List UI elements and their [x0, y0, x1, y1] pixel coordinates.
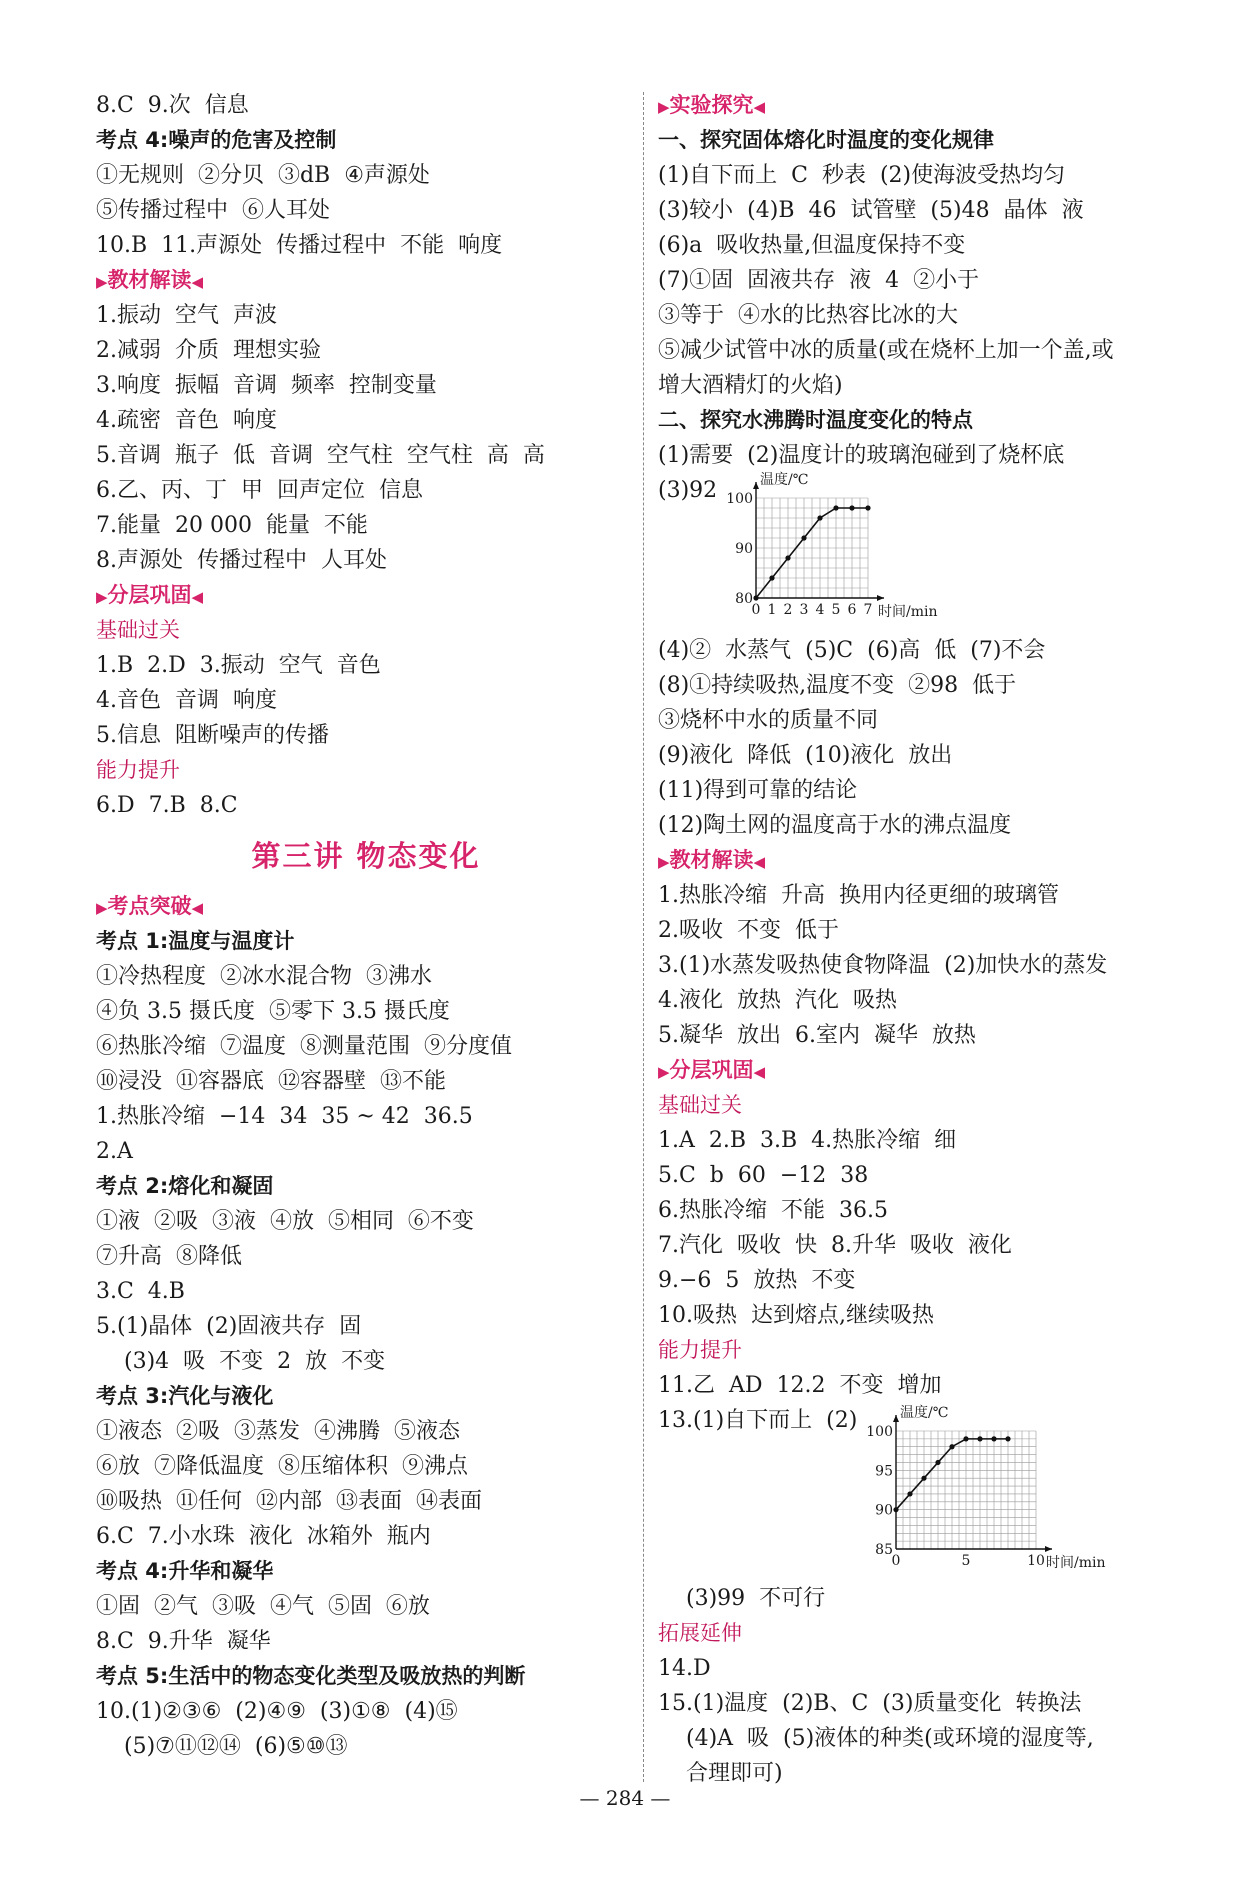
- answer-line: ⑩浸没 ⑪容器底 ⑫容器壁 ⑬不能: [96, 1069, 446, 1094]
- x-tick-label: 3: [799, 602, 809, 618]
- y-tick-label: 85: [875, 1542, 893, 1558]
- answer-line: ①液态 ②吸 ③蒸发 ④沸腾 ⑤液态: [96, 1419, 460, 1444]
- answer-line: 5.C b 60 −12 38: [658, 1163, 869, 1188]
- topic-heading: 二、探究水沸腾时温度变化的特点: [658, 408, 973, 432]
- right-part-a: [658, 88, 1198, 473]
- x-tick-label: 6: [847, 602, 857, 618]
- section-heading: ▶分层巩固◀: [96, 583, 204, 607]
- answer-line: (3)较小 (4)B 46 试管壁 (5)48 晶体 液: [658, 198, 1084, 223]
- subsection-heading: 基础过关: [96, 618, 180, 642]
- x-axis-arrow: [877, 595, 884, 601]
- answer-line: 1.B 2.D 3.振动 空气 音色: [96, 653, 381, 678]
- section-heading: ▶实验探究◀: [658, 93, 766, 117]
- data-point: [785, 555, 790, 560]
- answer-line: (12)陶土网的温度高于水的沸点温度: [658, 813, 1012, 838]
- answer-line: 6.C 7.小水珠 液化 冰箱外 瓶内: [96, 1524, 431, 1549]
- x-axis-label: 时间/min: [878, 604, 938, 620]
- answer-line: 10.B 11.声源处 传播过程中 不能 响度: [96, 233, 503, 258]
- chart-svg: [866, 1403, 1106, 1581]
- answer-line: 3.(1)水蒸发吸热使食物降温 (2)加快水的蒸发: [658, 953, 1108, 978]
- subsection-heading: 拓展延伸: [658, 1621, 742, 1645]
- x-tick-label: 7: [863, 602, 873, 618]
- data-point: [833, 505, 838, 510]
- answer-line: ③等于 ④水的比热容比冰的大: [658, 303, 958, 328]
- chart-label: 13.(1)自下而上 (2): [658, 1408, 858, 1433]
- chart-label: (3)92: [658, 478, 718, 503]
- topic-heading: 考点 4:升华和凝华: [96, 1559, 274, 1583]
- right-part-b: [658, 633, 1198, 1403]
- y-tick-label: 95: [875, 1463, 893, 1480]
- section-heading: ▶教材解读◀: [658, 848, 766, 872]
- y-tick-label: 90: [735, 541, 753, 557]
- answer-line: (5)⑦⑪⑫⑭ (6)⑤⑩⑬: [124, 1734, 348, 1759]
- answer-line: 5.信息 阻断噪声的传播: [96, 723, 329, 748]
- answer-line: 7.汽化 吸收 快 8.升华 吸收 液化: [658, 1233, 1012, 1258]
- answer-line: 6.热胀冷缩 不能 36.5: [658, 1198, 888, 1223]
- answer-line: 增大酒精灯的火焰): [658, 373, 843, 398]
- answer-line: (9)液化 降低 (10)液化 放出: [658, 743, 953, 768]
- x-tick-label: 10: [1027, 1553, 1045, 1569]
- section-heading: ▶考点突破◀: [96, 894, 204, 918]
- answer-line: ④负 3.5 摄氏度 ⑤零下 3.5 摄氏度: [96, 999, 450, 1024]
- data-point: [991, 1436, 996, 1441]
- answer-line: (4)A 吸 (5)液体的种类(或环境的湿度等,: [686, 1726, 1094, 1751]
- chart-question-13: [658, 1403, 1198, 1581]
- answer-line: (3)4 吸 不变 2 放 不变: [124, 1349, 386, 1374]
- topic-heading: 考点 2:熔化和凝固: [96, 1174, 274, 1198]
- y-axis-arrow: [893, 1415, 899, 1422]
- y-axis-label: 温度/℃: [900, 1405, 949, 1421]
- answer-line: 2.A: [96, 1139, 133, 1164]
- y-tick-label: 90: [875, 1502, 893, 1519]
- y-axis-arrow: [753, 482, 759, 489]
- subsection-heading: 能力提升: [96, 758, 180, 782]
- answer-line: ⑤减少试管中冰的质量(或在烧杯上加一个盖,或: [658, 338, 1114, 363]
- left-column: [96, 88, 636, 1764]
- answer-line: 2.吸收 不变 低于: [658, 918, 839, 943]
- data-point: [907, 1491, 912, 1496]
- x-tick-label: 5: [831, 602, 841, 618]
- data-point: [849, 505, 854, 510]
- answer-line: 6.乙、丙、丁 甲 回声定位 信息: [96, 478, 423, 503]
- topic-heading: 考点 3:汽化与液化: [96, 1384, 274, 1408]
- answer-line: (1)自下而上 C 秒表 (2)使海波受热均匀: [658, 163, 1066, 188]
- x-tick-label: 1: [767, 602, 777, 618]
- column-divider: [643, 92, 644, 1782]
- data-point: [817, 515, 822, 520]
- answer-line: 8.声源处 传播过程中 人耳处: [96, 548, 387, 573]
- answer-line: 14.D: [658, 1656, 711, 1681]
- data-point: [977, 1436, 982, 1441]
- chapter-title: 第三讲 物态变化: [251, 839, 481, 873]
- answer-line: 4.疏密 音色 响度: [96, 408, 277, 433]
- y-tick-label: 80: [735, 591, 753, 607]
- answer-line: 10.吸热 达到熔点,继续吸热: [658, 1303, 934, 1328]
- subsection-heading: 能力提升: [658, 1338, 742, 1362]
- answer-line: 5.凝华 放出 6.室内 凝华 放热: [658, 1023, 976, 1048]
- answer-line: ⑩吸热 ⑪任何 ⑫内部 ⑬表面 ⑭表面: [96, 1489, 482, 1514]
- answer-line: 6.D 7.B 8.C: [96, 793, 238, 818]
- answer-line: (7)①固 固液共存 液 4 ②小于: [658, 268, 980, 293]
- answer-line: 1.A 2.B 3.B 4.热胀冷缩 细: [658, 1128, 957, 1153]
- right-part-c: [658, 1581, 1198, 1791]
- answer-line: ①无规则 ②分贝 ③dB ④声源处: [96, 163, 430, 188]
- answer-line: (6)a 吸收热量,但温度保持不变: [658, 233, 966, 258]
- x-tick-label: 5: [961, 1553, 971, 1569]
- x-tick-label: 4: [815, 602, 825, 618]
- answer-line: 5.(1)晶体 (2)固液共存 固: [96, 1314, 362, 1339]
- answer-line: 合理即可): [686, 1761, 783, 1786]
- data-point: [801, 535, 806, 540]
- answer-line: 8.C 9.次 信息: [96, 93, 249, 118]
- right-column: [658, 88, 1198, 1791]
- answer-line: ⑥放 ⑦降低温度 ⑧压缩体积 ⑨沸点: [96, 1454, 468, 1479]
- answer-line: ③烧杯中水的质量不同: [658, 708, 879, 733]
- topic-heading: 考点 1:温度与温度计: [96, 929, 295, 953]
- answer-line: 2.减弱 介质 理想实验: [96, 338, 321, 363]
- data-point: [963, 1436, 968, 1441]
- answer-line: 1.热胀冷缩 升高 换用内径更细的玻璃管: [658, 883, 1059, 908]
- answer-line: 1.振动 空气 声波: [96, 303, 277, 328]
- answer-line: ①冷热程度 ②冰水混合物 ③沸水: [96, 964, 432, 989]
- answer-line: 3.C 4.B: [96, 1279, 185, 1304]
- x-tick-label: 0: [891, 1553, 901, 1569]
- x-tick-label: 2: [783, 602, 793, 618]
- answer-line: 4.液化 放热 汽化 吸热: [658, 988, 897, 1013]
- answer-line: 1.热胀冷缩 −14 34 35 ~ 42 36.5: [96, 1104, 473, 1129]
- data-point: [753, 595, 758, 600]
- answer-line: (3)99 不可行: [686, 1586, 826, 1611]
- answer-line: 15.(1)温度 (2)B、C (3)质量变化 转换法: [658, 1691, 1082, 1716]
- answer-line: (8)①持续吸热,温度不变 ②98 低于: [658, 673, 1017, 698]
- answer-line: 5.音调 瓶子 低 音调 空气柱 空气柱 高 高: [96, 443, 545, 468]
- data-point: [1005, 1436, 1010, 1441]
- y-axis-label: 温度/℃: [760, 472, 809, 488]
- section-heading: ▶教材解读◀: [96, 268, 204, 292]
- data-point: [921, 1476, 926, 1481]
- answer-line: 8.C 9.升华 凝华: [96, 1629, 271, 1654]
- topic-heading: 一、探究固体熔化时温度的变化规律: [658, 128, 994, 152]
- answer-line: (4)② 水蒸气 (5)C (6)高 低 (7)不会: [658, 638, 1046, 663]
- answer-line: ⑦升高 ⑧降低: [96, 1244, 242, 1269]
- y-tick-label: 100: [726, 491, 753, 507]
- data-point: [865, 505, 870, 510]
- data-point: [893, 1507, 898, 1512]
- chart-svg: [718, 472, 938, 633]
- answer-line: 10.(1)②③⑥ (2)④⑨ (3)①⑧ (4)⑮: [96, 1699, 458, 1724]
- data-point: [769, 575, 774, 580]
- answer-line: ⑥热胀冷缩 ⑦温度 ⑧测量范围 ⑨分度值: [96, 1034, 512, 1059]
- data-point: [949, 1444, 954, 1449]
- subsection-heading: 基础过关: [658, 1093, 742, 1117]
- answer-line: (11)得到可靠的结论: [658, 778, 858, 803]
- x-axis-arrow: [1045, 1546, 1052, 1552]
- answer-line: 9.−6 5 放热 不变: [658, 1268, 856, 1293]
- section-heading: ▶分层巩固◀: [658, 1058, 766, 1082]
- answer-line: ⑤传播过程中 ⑥人耳处: [96, 198, 330, 223]
- answer-line: 4.音色 音调 响度: [96, 688, 277, 713]
- answer-line: ①固 ②气 ③吸 ④气 ⑤固 ⑥放: [96, 1594, 430, 1619]
- answer-line: 11.乙 AD 12.2 不变 增加: [658, 1373, 942, 1398]
- topic-heading: 考点 5:生活中的物态变化类型及吸放热的判断: [96, 1664, 526, 1688]
- data-point: [935, 1460, 940, 1465]
- answer-line: 3.响度 振幅 音调 频率 控制变量: [96, 373, 437, 398]
- chart-boiling-water: [658, 473, 1198, 633]
- page-number: — 284 —: [579, 1786, 671, 1810]
- answer-line: ①液 ②吸 ③液 ④放 ⑤相同 ⑥不变: [96, 1209, 474, 1234]
- answer-line: 7.能量 20 000 能量 不能: [96, 513, 368, 538]
- x-tick-label: 0: [751, 602, 761, 618]
- y-tick-label: 100: [866, 1424, 893, 1440]
- topic-heading: 考点 4:噪声的危害及控制: [96, 128, 337, 152]
- x-axis-label: 时间/min: [1046, 1555, 1106, 1571]
- answer-line: (1)需要 (2)温度计的玻璃泡碰到了烧杯底: [658, 443, 1065, 468]
